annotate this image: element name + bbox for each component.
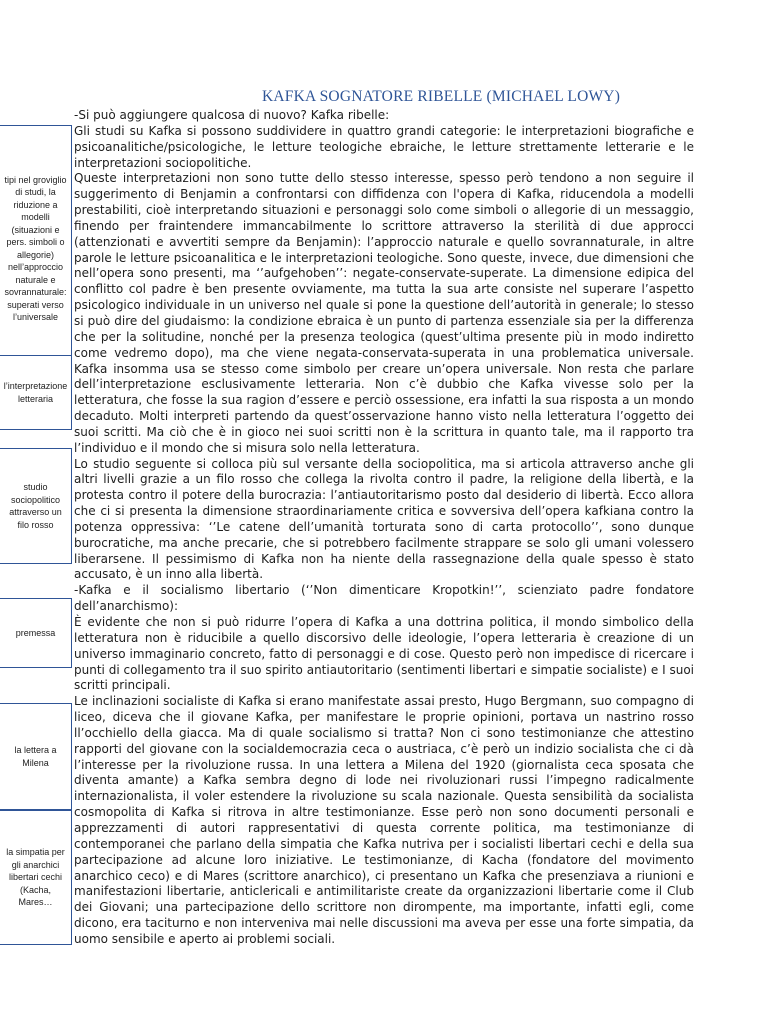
paragraph: Queste interpretazioni non sono tutte dello stesso interesse, spesso però tendono a non seguire il suggerimento di Benjamin a confrontarsi con diffidenza con l'opera di Kafka, riducendola a modelli prestabiliti, cioè interpretando situazioni e personaggi solo come simboli o allegorie di un messaggio, finendo per fraintendere immancabilmente lo scrittore attraverso la sterilità di due approcci (attenzionati e avvertiti sempre da Benjamin): l’approccio naturale e quello sovrannaturale, in altre parole le letture psicoanalitica e le interpretazioni teologiche. Sono queste, invece, due dimensioni che nell’opera sono presenti, ma ‘’aufgehoben’’: negate-conservate-superate. La dimensione edipica del conflitto col padre è ben presente ovviamente, ma tutta la sua arte consiste nel superare l’aspetto psicologico individuale in un universo nel quale si pone la questione dell’autorità in generale; lo stesso si può dire del giudaismo: la condizione ebraica è un punto di partenza essenziale sia per la differenza che per la solitudine, nonché per la presenza teologica (quest’ultima presente più in modo indiretto come vedremo dopo), ma che viene negata-conservata-superata in una problematica universale. Kafka insomma usa se stesso come simbolo per creare un’opera universale. Non resta che parlare dell’interpretazione esclusivamente letteraria. Non c’è dubbio che Kafka vivesse solo per la letteratura, che fosse la sua ragion d’essere e perciò ossessione, era infatti la sua risposta a un mondo decaduto. Molti interpreti partendo da quest’osservazione hanno visto nella letteratura l’oggetto dei suoi scritti. Ma ciò che è in gioco nei suoi scritti non è la scrittura in quanto tale, ma il rapporto tra l’individuo e il mondo che si misura solo nella letteratura.	[74, 171, 694, 455]
margin-note-text: la simpatia per gli anarchici libertari cechi (Kacha, Mares…	[6, 847, 65, 908]
margin-note-text: studio sociopolitico attraverso un filo rosso	[9, 482, 62, 530]
document-body	[74, 108, 694, 948]
margin-note-sociopolitical	[0, 448, 72, 564]
margin-note-anarchists	[0, 810, 72, 945]
margin-note-text: la lettera a Milena	[14, 745, 57, 768]
margin-note-literary	[0, 355, 72, 430]
paragraph: -Si può aggiungere qualcosa di nuovo? Kafka ribelle:	[74, 108, 390, 122]
paragraph: Le inclinazioni socialiste di Kafka si erano manifestate assai presto, Hugo Bergmann, suo compagno di liceo, diceva che il giovane Kafka, per manifestare le proprie opinioni, portava un nastrino rosso ll’occhiello della giacca. Ma di quale socialismo si tratta? Non ci sono testimonianze che attestino rapporti del giovane con la socialdemocrazia ceca o austriaca, c’è però un indizio socialista che ci dà l’interesse per la rivoluzione russa. In una lettera a Milena del 1920 (giornalista ceca sposata che diventa amante) a Kafka sembra degno di lode nei rivoluzionari russi l’impegno radicalmente internazionalista, il voler estendere la rivoluzione su scala nazionale. Questa sensibilità da socialista cosmopolita di Kafka si ritrova in altre testimonianze. Esse però non sono documenti personali e apprezzamenti di autori rappresentativi di questa corrente politica, ma testimonianze di contemporanei che parlano della simpatia che Kafka nutriva per i socialisti libertari cechi e della sua partecipazione ad alcune loro iniziative. Le testimonianze, di Kacha (fondatore del movimento anarchico ceco) e di Mares (scrittore anarchico), ci presentano un Kafka che presenziava a riunioni e manifestazioni libertarie, anticlericali e antimilitariste create da organizzazioni libertarie come il Club dei Giovani; una partecipazione dello scrittore non dirompente, ma importante, infatti egli, come dicono, era taciturno e non interveniva mai nelle discussioni ma aveva per esse una forte simpatia, da uomo sensibile e aperto ai problemi sociali.	[74, 694, 694, 946]
page-title: KAFKA SOGNATORE RIBELLE (MICHAEL LOWY)	[262, 88, 621, 105]
margin-note-premise	[0, 598, 72, 668]
paragraph: -Kafka e il socialismo libertario (‘’Non dimenticare Kropotkin!’’, scienziato padre fondatore dell’anarchismo):	[74, 583, 694, 614]
margin-note-milena-letter	[0, 703, 72, 810]
margin-note-approaches	[0, 125, 72, 372]
margin-note-text: l’interpretazione letteraria	[3, 381, 68, 404]
paragraph: È evidente che non si può ridurre l’opera di Kafka a una dottrina politica, il mondo simbolico della letteratura non è riducibile a quello discorsivo delle ideologie, l’opera letteraria è creazione di un universo immaginario concreto, fatto di personaggi e di cose. Questo però non impedisce di ricercare i punti di collegamento tra il suo spirito antiautoritario (sentimenti libertari e simpatie socialiste) e I suoi scritti principali.	[74, 615, 694, 693]
margin-note-text: premessa	[15, 627, 56, 638]
paragraph: Lo studio seguente si colloca più sul versante della sociopolitica, ma si articola attraverso anche gli altri livelli grazie a un filo rosso che collega la rivolta contro il padre, la religione della libertà, e la protesta contro il potere della burocrazia: l’antiautoritarismo posto dal desiderio di libertà. Ecco allora che ci si presenta la dimensione straordinariamente critica e sovversiva dell’opera kafkiana contro la potenza oppressiva: ‘’Le catene dell’umanità torturata sono di carta protocollo’’, sono dunque burocratiche, ma anche precarie, che si potrebbero facilmente strappare se solo gli umani volessero liberarsene. Il pessimismo di Kafka non ha niente della rassegnazione della quale spesso è stato accusato, è un inno alla libertà.	[74, 456, 694, 582]
paragraph: Gli studi su Kafka si possono suddividere in quattro grandi categorie: le interpretazioni biografiche e psicoanalitiche/psicologiche, le letture teologiche ebraiche, le letture strettamente letterarie e le interpretazioni sociopolitiche.	[74, 123, 694, 170]
margin-note-text: tipi nel groviglio di studi, la riduzione a modelli (situazioni e pers. simboli o allegorie) nell’approccio naturale e sovrannaturale: superati verso l’universale	[4, 174, 67, 322]
